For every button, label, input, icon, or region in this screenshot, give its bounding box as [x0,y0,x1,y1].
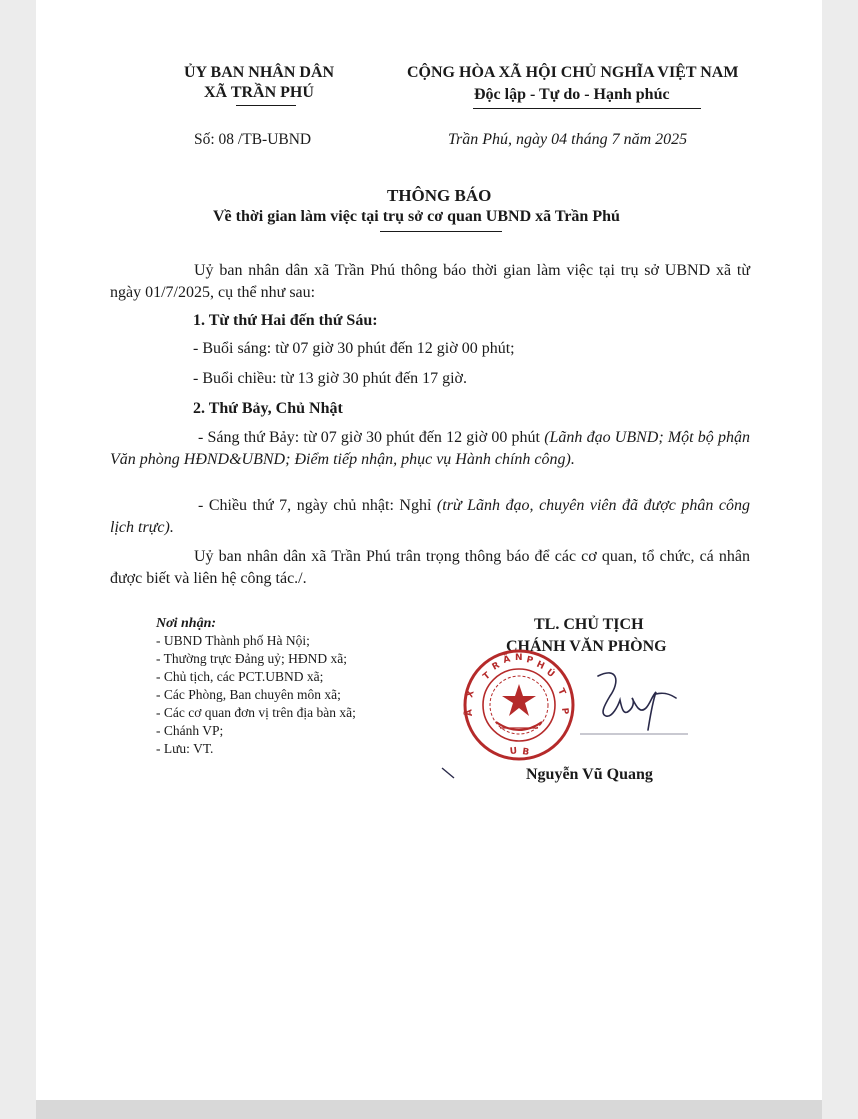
nation-title: CỘNG HÒA XÃ HỘI CHỦ NGHĨA VIỆT NAM [407,64,739,81]
recipient-item: - Chánh VP; [156,723,224,738]
section2-saturday-paragraph [110,427,750,471]
section1-heading: 1. Từ thứ Hai đến thứ Sáu: [193,312,378,329]
svg-text:T: T [555,687,567,697]
signer-name: Nguyễn Vũ Quang [526,766,653,783]
svg-text:H: H [534,659,546,672]
place-and-date: Trần Phú, ngày 04 tháng 7 năm 2025 [448,131,688,148]
handwritten-signature-icon [560,664,690,754]
svg-text:Ú: Ú [544,667,557,680]
svg-text:X: X [465,689,477,699]
svg-text:P: P [559,707,570,715]
section2-saturday-note: (Lãnh đạo UBND; Một bộ phận Văn phòng HĐND&UBND; Điểm tiếp nhận, phục vụ Hành chính công). [110,429,750,468]
motto-underline [473,108,701,109]
signature-title-line1: TL. CHỦ TỊCH [534,616,644,633]
svg-text:N: N [515,653,523,663]
signature-title-line2: CHÁNH VĂN PHÒNG [506,638,667,655]
section2-saturday-time: - Sáng thứ Bảy: từ 07 giờ 30 phút đến 12 giờ 00 phút [198,429,540,446]
section2-heading: 2. Thứ Bảy, Chủ Nhật [193,400,343,417]
agency-underline [236,105,296,106]
intro-paragraph: Uỷ ban nhân dân xã Trần Phú thông báo thời gian làm việc tại trụ sở UBND xã từ ngày 01/7/2025, cụ thể như sau: [110,262,750,301]
notice-subject: Về thời gian làm việc tại trụ sở cơ quan UBND xã Trần Phú [213,208,620,225]
recipient-item: - Thường trực Đảng uỷ; HĐND xã; [156,651,347,666]
section1-afternoon: - Buổi chiều: từ 13 giờ 30 phút đến 17 giờ. [193,370,468,387]
section1-morning: - Buổi sáng: từ 07 giờ 30 phút đến 12 giờ 00 phút; [193,340,515,357]
recipient-item: - UBND Thành phố Hà Nội; [156,633,310,648]
agency-name-line1: ỦY BAN NHÂN DÂN [184,64,335,81]
svg-text:Ã: Ã [464,708,475,717]
svg-text:R: R [490,660,502,673]
page-bottom-bar [36,1100,822,1119]
notice-title: THÔNG BÁO [387,186,492,205]
signature-mark-icon [440,766,460,780]
closing-paragraph: Uỷ ban nhân dân xã Trần Phú trân trọng thông báo để các cơ quan, tổ chức, cá nhân được biết và liên hệ công tác./. [110,548,750,587]
svg-text:U: U [509,746,518,757]
recipient-item: - Các cơ quan đơn vị trên địa bàn xã; [156,705,356,720]
subject-underline [380,231,502,232]
recipient-item: - Các Phòng, Ban chuyên môn xã; [156,687,341,702]
recipient-item: - Lưu: VT. [156,741,214,756]
nation-motto: Độc lập - Tự do - Hạnh phúc [474,86,670,103]
recipients-heading: Nơi nhận: [156,616,217,631]
section2-rest-paragraph [110,495,750,539]
section2-rest-text: - Chiều thứ 7, ngày chủ nhật: Nghỉ [198,497,432,514]
document-number: Số: 08 /TB-UBND [194,131,312,148]
agency-name-line2: XÃ TRẦN PHÚ [204,84,314,101]
recipient-item: - Chủ tịch, các PCT.UBND xã; [156,669,324,684]
section2-rest-note: (trừ Lãnh đạo, chuyên viên đã được phân công lịch trực). [110,497,751,536]
svg-text:P: P [525,655,534,667]
svg-text:T: T [481,670,493,683]
svg-text:B: B [521,747,530,758]
svg-text:Ầ: Ầ [502,654,512,666]
